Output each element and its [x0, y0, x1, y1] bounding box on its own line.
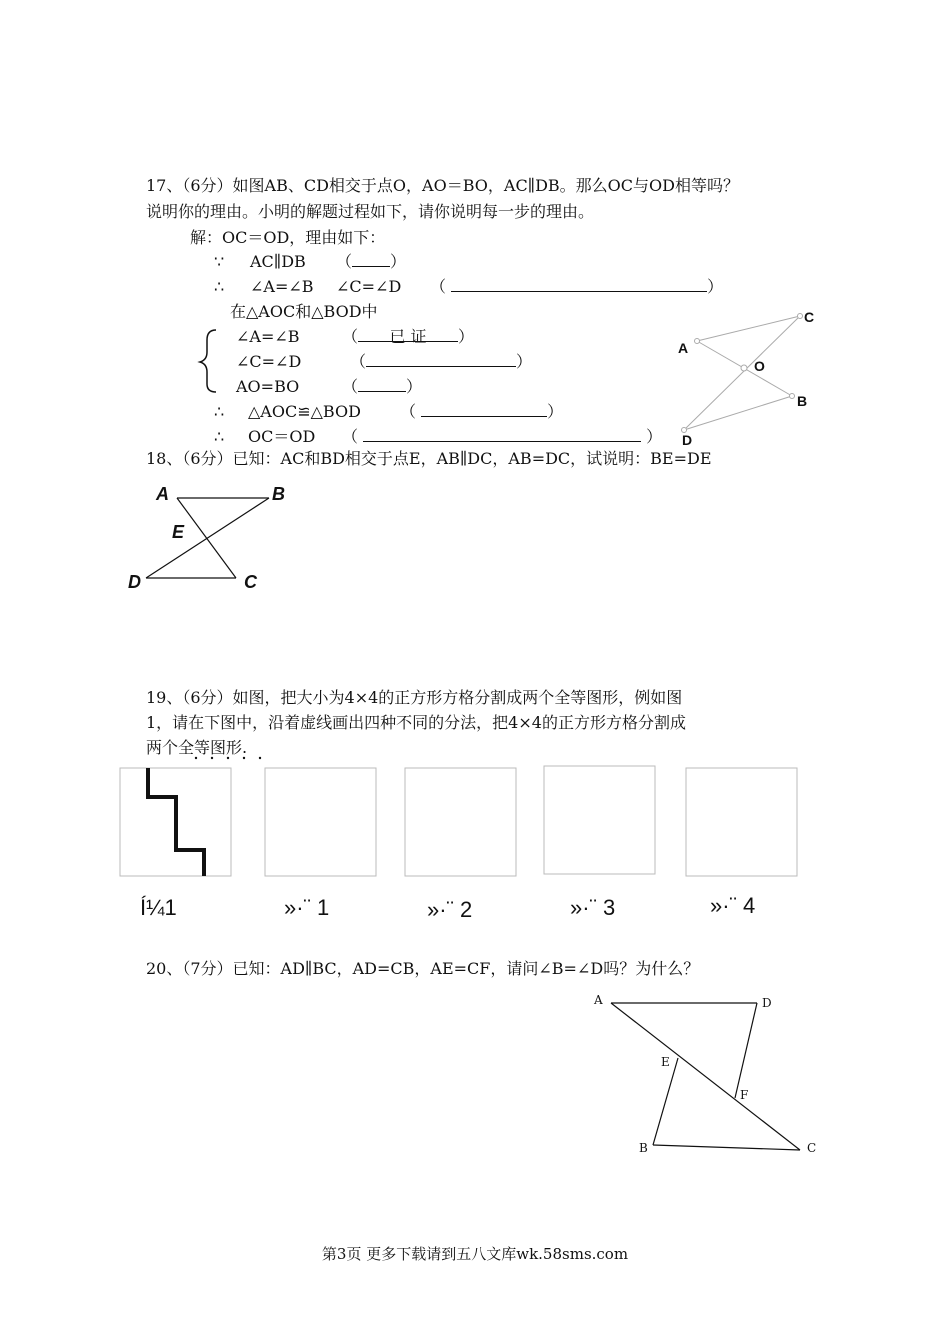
because-symbol: ∵ [214, 252, 225, 271]
therefore-symbol: ∴ [214, 277, 225, 296]
q17-brace-3-reason[interactable]: （ ） [342, 377, 423, 396]
q17-step1-reason[interactable]: （ ） [336, 252, 407, 271]
q20-label-d: D [762, 996, 772, 1010]
caption-method-2: »·¨ 2 [427, 897, 473, 922]
q17-brace-1-reason[interactable]: （ 已 证 ） [342, 327, 475, 346]
q17-label-c: C [804, 309, 815, 325]
q19-line3: 两个全等图形. [146, 738, 248, 757]
q18-label-e: E [172, 522, 185, 542]
q17-label-b: B [797, 393, 808, 409]
q18-label-d: D [128, 572, 141, 592]
q20-label-c: C [807, 1141, 817, 1155]
therefore-symbol-3: ∴ [214, 427, 225, 446]
q19-line1: 19、（6分）如图，把大小为4×4的正方形方格分割成两个全等图形，例如图 [146, 688, 683, 707]
q17-step2-reason[interactable]: （ ） [430, 277, 724, 296]
q18-label-c: C [244, 572, 257, 592]
q19-line2: 1，请在下图中，沿着虚线画出四种不同的分法，把4×4的正方形方格分割成 [146, 713, 686, 732]
q17-solution: 解：OC＝OD，理由如下： [190, 228, 386, 247]
q20-label-f: F [740, 1088, 749, 1102]
caption-method-4: »·¨ 4 [710, 893, 756, 918]
caption-method-3: »·¨ 3 [570, 895, 616, 920]
q17-brace-2-reason[interactable]: （ ） [350, 352, 533, 371]
q17-brace-2: ∠C=∠D [236, 352, 302, 371]
q17-brace-3: AO=BO [236, 377, 300, 396]
q20-label-a: A [594, 993, 603, 1007]
caption-method-1: »·¨ 1 [284, 895, 330, 920]
q17-step3-reason[interactable]: （ ） [400, 402, 564, 421]
q17-step1: AC∥DB [250, 252, 306, 271]
q17-step2a: ∠A=∠B [250, 277, 314, 296]
q18-label-b: B [272, 484, 285, 504]
q17-label-o: O [754, 358, 765, 374]
q20-label-e: E [661, 1055, 670, 1069]
q17-brace-1: ∠A=∠B [236, 327, 300, 346]
q17-label-d: D [682, 432, 693, 448]
q17-step4-reason[interactable]: （ ） [342, 427, 663, 446]
q20-label-b: B [639, 1141, 648, 1155]
caption-figure-1: Í¼1 [140, 895, 177, 920]
page-footer: 第3页 更多下载请到五八文库wk.58sms.com [321, 1245, 629, 1263]
q17-in-triangles: 在△AOC和△BOD中 [230, 302, 378, 321]
q17-line2: 说明你的理由。小明的解题过程如下，请你说明每一步的理由。 [146, 202, 595, 221]
q17-step3: △AOC≌△BOD [248, 402, 361, 421]
therefore-symbol-2: ∴ [214, 402, 225, 421]
q20-text: 20、（7分）已知：AD∥BC，AD=CB，AE=CF，请问∠B=∠D吗？为什么？ [146, 959, 700, 978]
q17-label-a: A [678, 340, 689, 356]
q17-step2b: ∠C=∠D [336, 277, 402, 296]
q17-step4: OC＝OD [248, 427, 316, 446]
q18-label-a: A [156, 484, 169, 504]
q17-line1: 17、（6分）如图AB、CD相交于点O，AO＝BO，AC∥DB。那么OC与OD相等吗？ [146, 176, 739, 195]
q18-text: 18、（6分）已知：AC和BD相交于点E，AB∥DC，AB=DC，试说明：BE=DE [146, 449, 712, 468]
